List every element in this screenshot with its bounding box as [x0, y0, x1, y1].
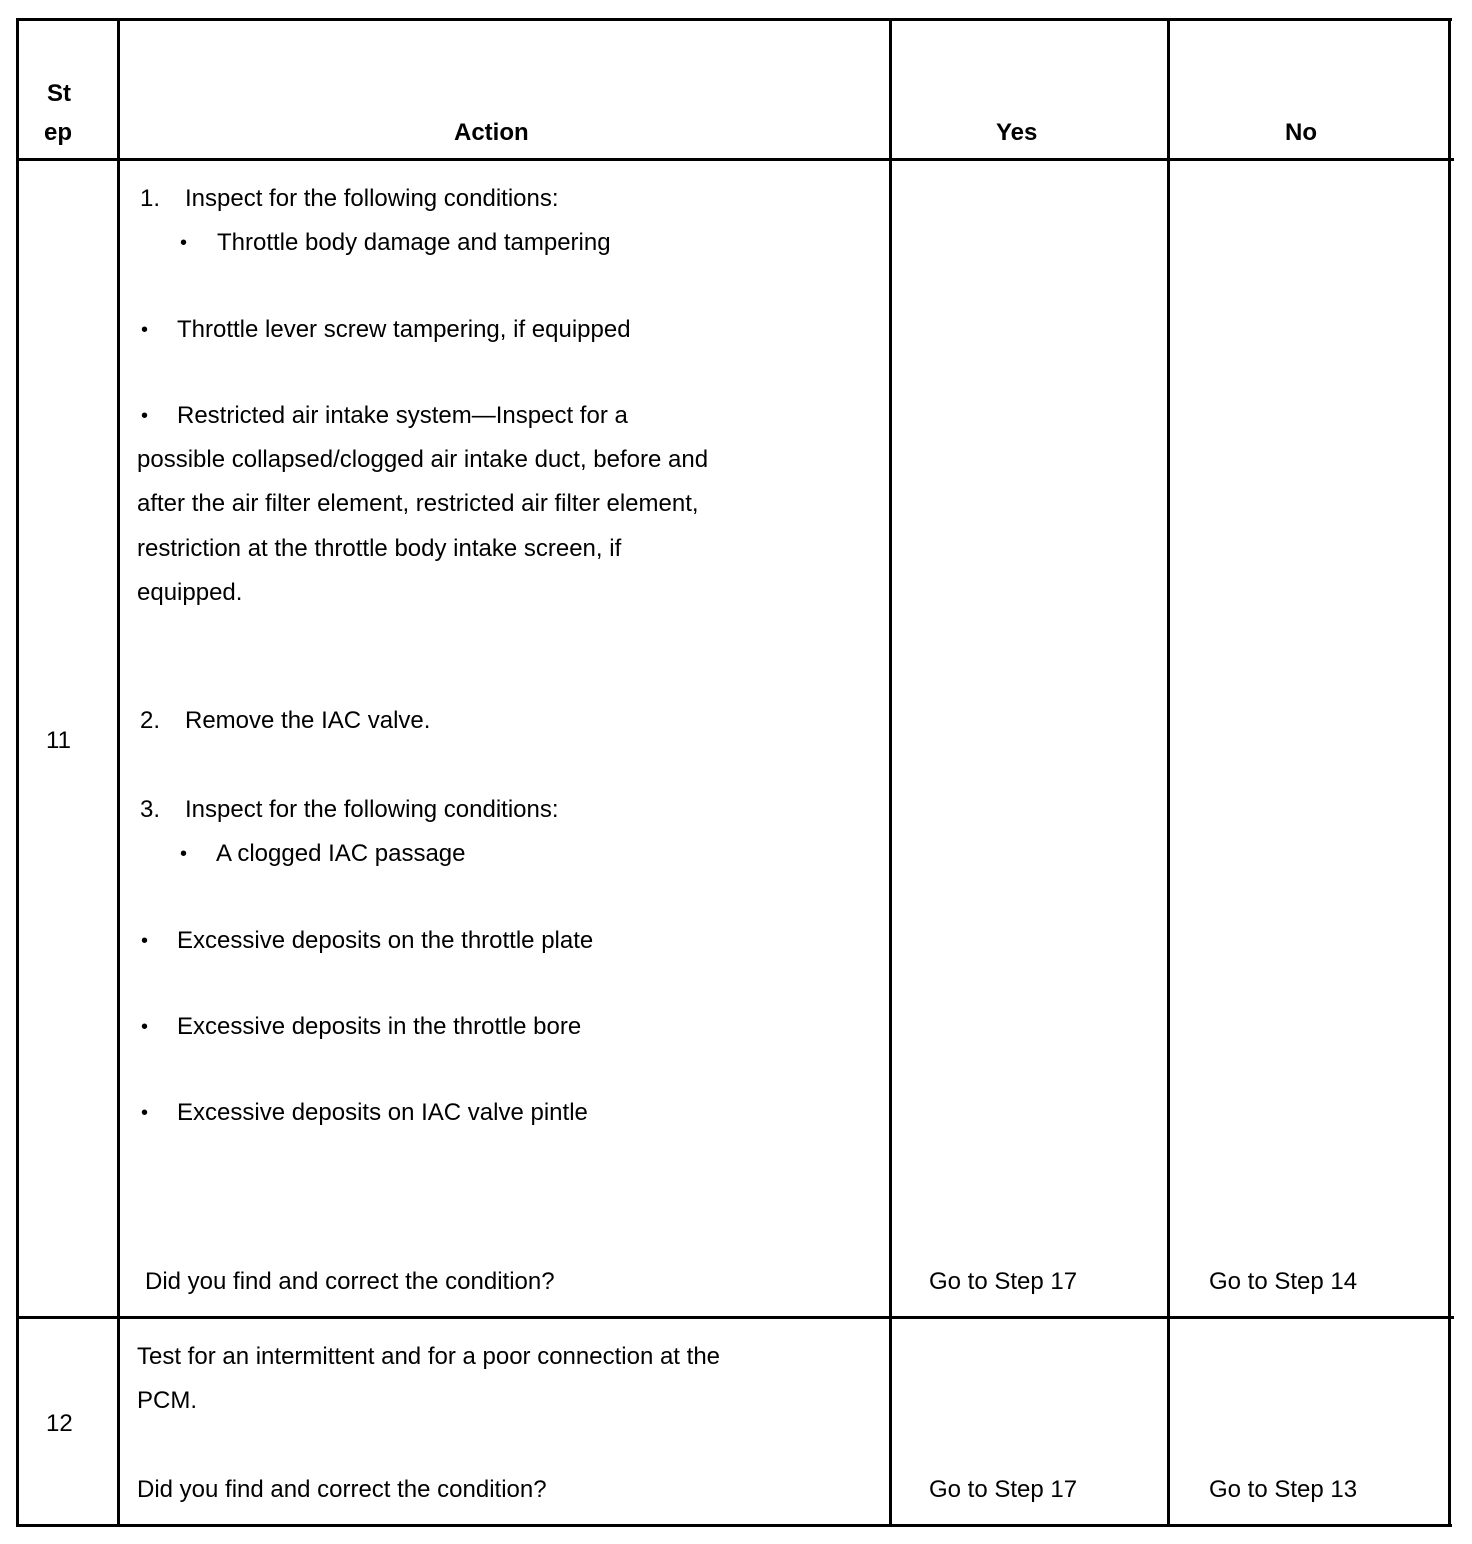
bullet-text: Excessive deposits on IAC valve pintle [177, 1099, 588, 1126]
table-left-border [16, 18, 19, 1527]
header-step-top: St [47, 80, 71, 107]
bullet-text: Throttle body damage and tampering [217, 229, 611, 256]
bullet-text: A clogged IAC passage [216, 840, 466, 867]
item-number: 2. [140, 707, 161, 734]
row-11-bottom-border [18, 1316, 1454, 1319]
bullet-icon: • [141, 930, 149, 952]
item-number: 3. [140, 796, 161, 823]
bullet-icon: • [141, 405, 149, 427]
wrap-text: after the air filter element, restricted air filter element, [137, 490, 699, 517]
action-text: PCM. [137, 1387, 197, 1414]
action-item-text: Inspect for the following conditions: [185, 796, 559, 823]
action-column-divider [889, 18, 892, 1527]
bullet-text: Excessive deposits on the throttle plate [177, 927, 594, 954]
header-step-bottom: ep [44, 119, 73, 146]
wrap-text: restriction at the throttle body intake screen, if [137, 535, 622, 562]
bullet-text: Throttle lever screw tampering, if equipped [177, 316, 631, 343]
bullet-icon: • [180, 232, 188, 254]
bullet-text: Excessive deposits in the throttle bore [177, 1013, 582, 1040]
table-top-border [16, 18, 1452, 21]
yes-cell: Go to Step 17 [929, 1476, 1078, 1503]
step-number: 11 [46, 727, 71, 754]
no-cell: Go to Step 13 [1209, 1476, 1358, 1503]
bullet-icon: • [180, 843, 188, 865]
yes-column-divider [1167, 18, 1170, 1527]
question-text: Did you find and correct the condition? [137, 1476, 547, 1503]
bullet-icon: • [141, 319, 149, 341]
action-text: Test for an intermittent and for a poor connection at the [137, 1343, 721, 1370]
table-right-border [1448, 18, 1451, 1527]
header-action: Action [454, 119, 529, 146]
question-text: Did you find and correct the condition? [145, 1268, 555, 1295]
action-item-text: Inspect for the following conditions: [185, 185, 559, 212]
bullet-text: Restricted air intake system—Inspect for a [177, 402, 628, 429]
wrap-text: possible collapsed/clogged air intake duct, before and [137, 446, 709, 473]
step-column-divider [117, 18, 120, 1527]
action-item-text: Remove the IAC valve. [185, 707, 431, 734]
bullet-icon: • [141, 1102, 149, 1124]
step-number: 12 [46, 1410, 73, 1437]
bullet-icon: • [141, 1016, 149, 1038]
wrap-text: equipped. [137, 579, 243, 606]
item-number: 1. [140, 185, 161, 212]
yes-cell: Go to Step 17 [929, 1268, 1078, 1295]
header-yes: Yes [996, 119, 1038, 146]
header-bottom-border [16, 158, 1454, 161]
no-cell: Go to Step 14 [1209, 1268, 1358, 1295]
header-no: No [1285, 119, 1317, 146]
table-bottom-border [18, 1524, 1452, 1527]
